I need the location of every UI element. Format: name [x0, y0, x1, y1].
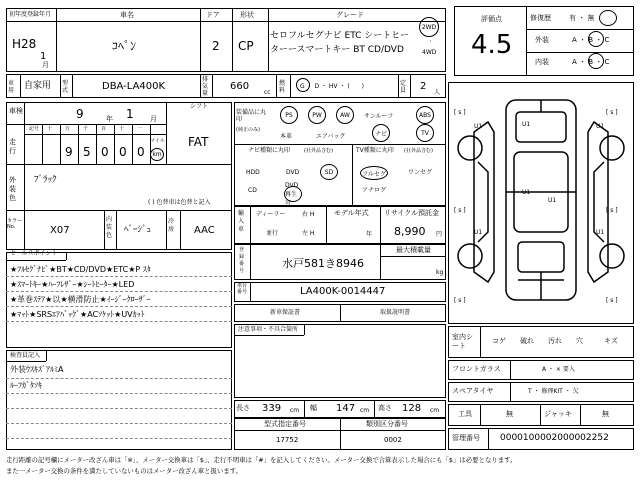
grade-line-2: ターースマートキー BT CD/DVD: [270, 45, 404, 55]
length-label: 長さ: [236, 404, 250, 412]
tv-item: アナログ: [362, 187, 387, 194]
nav-item: CD: [248, 187, 257, 194]
exterior-selected-circle: [588, 31, 604, 47]
damage-code: U1: [596, 123, 605, 130]
interior-selected-circle: [588, 53, 604, 69]
interior-color: ﾍﾞｰｼﾞｭ: [124, 225, 152, 235]
mileage-digit: 0: [137, 145, 145, 159]
ruled-line: [6, 393, 232, 394]
mileage-column-line: [114, 124, 115, 164]
interior-label: 内装: [535, 58, 549, 66]
type-value: DBA-LA400K: [102, 81, 166, 92]
svg-text:[ s ]: [ s ]: [454, 207, 466, 214]
mileage-unit-km-circle: km: [150, 148, 164, 161]
car-name-label: 車名: [120, 11, 134, 19]
ruled-line: [6, 306, 232, 307]
recycle-unit: 円: [436, 231, 443, 238]
jack-label: ジャッキ: [544, 410, 572, 418]
tv-label: TV種類に丸印: [356, 147, 394, 154]
width-label: 幅: [310, 404, 317, 412]
ac-label: 冷房: [168, 218, 175, 233]
import-parallel: 並行: [266, 230, 279, 237]
mileage-digit-header: 記号: [29, 126, 40, 132]
management-label: 管理番号: [452, 434, 480, 442]
inspector-label: 検査員記入: [10, 352, 41, 359]
length-value: 339: [262, 403, 282, 414]
notes-label: 注意事項・不具合箇所: [238, 326, 299, 333]
mileage-digit: 5: [83, 145, 91, 159]
tv-item-circled: フルセグ: [360, 166, 388, 180]
manual: 取扱説明書: [380, 309, 411, 316]
ruled-line: [6, 408, 232, 409]
height-value: 128: [402, 403, 422, 414]
inspector-line: ﾙｰﾌｶﾞﾀｿｷ: [10, 381, 42, 390]
nav-item-circled: SD: [320, 164, 338, 180]
inspection-month-unit: 月: [150, 115, 157, 123]
drive-dot: ・: [428, 39, 434, 45]
svg-text:[ s ]: [ s ]: [606, 109, 618, 116]
model-year-label: モデル年式: [334, 209, 369, 217]
equipment-label: 装備品に丸印: [236, 109, 267, 123]
ruled-line: [6, 276, 232, 277]
selling-point-line: ★ｽﾏｰﾄｷｰ★ﾊｰﾌﾚｻﾞｰ★ｼｰﾄﾋｰﾀｰ★LED: [10, 280, 135, 289]
capacity-unit: 人: [434, 89, 441, 96]
equipment-item-circled: ナビ: [372, 124, 390, 142]
nav-item-circled: DVD再生可: [284, 186, 302, 202]
use-label: 車用: [8, 80, 15, 94]
color-code-label: カラーNo.: [7, 218, 23, 230]
svg-text:[ s ]: [ s ]: [606, 207, 618, 214]
grade-label: グレード: [336, 11, 364, 19]
height-unit: cm: [430, 407, 440, 414]
shape-value: CP: [238, 39, 254, 53]
score-value: 4.5: [471, 30, 513, 60]
fuel-options: G ・ D ・ HV ・ ( ): [300, 83, 365, 90]
mileage-column-line: [60, 124, 61, 164]
inspection-year-unit: 年: [106, 115, 113, 123]
car-diagram: [448, 82, 634, 324]
svg-text:[ s ]: [ s ]: [454, 297, 466, 304]
interior-sheet-item: 汚れ: [548, 337, 562, 345]
equipment-item: 本革: [280, 133, 293, 140]
mileage-digit-header: 十: [47, 126, 53, 132]
mileage-digit-header: 一: [137, 126, 143, 132]
first-reg-month: 1: [40, 51, 47, 62]
equipment-item-circled: PW: [308, 106, 326, 124]
capacity-value: 2: [420, 81, 427, 92]
displacement-label: 排気量: [202, 76, 209, 97]
use-value: 自家用: [24, 81, 52, 91]
exterior-label: 外装: [535, 36, 549, 44]
mileage-column-line: [132, 124, 133, 164]
recycle-label: リサイクル預託金: [384, 209, 440, 217]
repair-label: 修復歴: [530, 14, 551, 22]
damage-code: U1: [596, 229, 605, 236]
ruled-line: [6, 321, 232, 322]
mileage-column-line: [96, 124, 97, 164]
grade-line-1: セロフルセグナビ ETC シートヒー: [270, 31, 409, 41]
class-label: 類別区分番号: [366, 420, 408, 428]
drive-2wd-circle: 2WD: [419, 17, 439, 37]
selling-point-line: ★ﾌﾙｾｸﾞﾅﾋﾞ★BT★CD/DVD★ETC★P ｽﾀ: [10, 265, 151, 274]
ruled-line: [6, 438, 232, 439]
ac-value: AAC: [194, 225, 215, 236]
equipment-item-circled: PS: [280, 106, 298, 124]
drive-4wd: 4WD: [422, 49, 437, 56]
mileage-digit-header: 千: [83, 126, 89, 132]
inspector-line: 外装ｳｽｷｽﾞｱﾙﾐA: [10, 365, 64, 374]
spare-tire-value: T ・ 修理KIT ・ 欠: [528, 388, 579, 395]
spare-tire-label: スペアタイヤ: [452, 387, 494, 395]
first-reg-label: 初年度登録年月: [9, 11, 52, 18]
mileage-digit: 0: [119, 145, 127, 159]
interior-sheet-item: 破れ: [520, 337, 534, 345]
ruled-line: [6, 291, 232, 292]
interior-grades: A ・ B ・ C: [572, 58, 610, 66]
interior-sheet-label: 室内シート: [452, 333, 473, 350]
exterior-grades: A ・ B ・ C: [572, 36, 610, 44]
interior-sheet-item: キズ: [604, 337, 618, 345]
tools-label: 工具: [458, 410, 472, 418]
repair-selected-circle: [599, 10, 617, 26]
equipment-sublabel: (純正のみ): [236, 127, 260, 133]
selling-point-line: ★ﾏｯﾄ★SRSｴｱﾊﾞｯｸﾞ★ACｿｹｯﾄ★UVｶｯﾄ: [10, 310, 145, 319]
doors-label: ドア: [206, 11, 220, 19]
chassis-value: LA400K-0014447: [300, 286, 386, 297]
mileage-column-line: [78, 124, 79, 164]
length-unit: cm: [290, 407, 300, 414]
mileage-label: 走行: [9, 138, 16, 155]
equipment-item-circled: ABS: [416, 106, 434, 124]
interior-color-label: 内装色: [106, 216, 113, 239]
equipment-item: エアバック: [316, 133, 346, 140]
class-value: 0002: [384, 436, 402, 444]
jack-value: 無: [602, 410, 609, 418]
mileage-unit-mile: マイル: [150, 138, 165, 144]
svg-text:[ s ]: [ s ]: [454, 109, 466, 116]
mileage-digit: 0: [101, 145, 109, 159]
selling-point-line: ★革巻ｽﾃｱ★以★横滑防止★ｲｰｼﾞｰｸﾛｰｻﾞｰ: [10, 295, 151, 304]
recycle-value: 8,990: [394, 225, 426, 238]
tv-item: ワンセグ: [408, 169, 433, 176]
damage-code: U1: [522, 189, 531, 196]
equipment-item-circled: AW: [336, 106, 354, 124]
nav-label: ナビ種類に丸印: [248, 147, 291, 154]
mileage-column-line: [24, 124, 25, 164]
ruled-line: [6, 423, 232, 424]
ruled-line: [6, 378, 232, 379]
capacity-label: 定員: [400, 80, 407, 94]
nav-item: HDD: [246, 169, 260, 176]
mileage-digit-header: 万: [65, 126, 71, 132]
shift-value: FAT: [188, 135, 209, 149]
plate-value: 水戸581き8946: [282, 257, 364, 270]
doors-value: 2: [212, 39, 220, 53]
equipment-item-circled: TV: [416, 124, 434, 142]
fuel-label: 燃料: [279, 80, 286, 94]
plate-label: 登録番号: [239, 247, 245, 274]
designation-label: 型式指定番号: [264, 420, 306, 428]
damage-code: U1: [474, 123, 483, 130]
nav-item: DVD: [286, 169, 300, 176]
import-left: 左 H: [302, 230, 315, 237]
color-note: ( ) 色替車は色替と記入: [148, 199, 211, 206]
height-label: 高さ: [378, 404, 392, 412]
inspection-month: 1: [126, 107, 134, 121]
tools-value: 無: [506, 410, 513, 418]
displacement-unit: cc: [264, 89, 271, 96]
damage-code: U1: [522, 121, 531, 128]
car-name: ｺﾍﾟﾝ: [112, 39, 137, 53]
shape-label: 形状: [240, 11, 254, 19]
import-right: 右 H: [302, 211, 315, 218]
new-car-warranty: 新車保証書: [270, 309, 301, 316]
mileage-digit-header: 十: [119, 126, 125, 132]
designation-value: 17752: [276, 436, 299, 444]
windshield-label: フロントガラス: [452, 365, 501, 373]
color-code: X07: [50, 225, 70, 236]
fuel-selected-circle: [296, 78, 310, 92]
chassis-label: 車台番号: [237, 283, 248, 295]
repair-options: 有 ・ 無: [569, 14, 595, 22]
first-reg-era: H28: [12, 37, 37, 51]
equipment-item: サンルーフ: [364, 113, 394, 120]
damage-code: U1: [548, 197, 557, 204]
svg-text:[ s ]: [ s ]: [606, 297, 618, 304]
management-value: 0000100002000002252: [500, 433, 609, 443]
windshield-value: A ・ × 要入: [542, 366, 575, 373]
color-value: ﾌﾞﾗｯｸ: [34, 175, 57, 185]
max-load-label: 最大積載量: [396, 246, 431, 254]
nav-sublabel: (社外品含む): [304, 148, 333, 154]
score-label: 評価点: [481, 15, 502, 23]
interior-sheet-item: コゲ: [492, 337, 506, 345]
interior-sheet-item: 穴: [576, 337, 583, 345]
import-dealer: ディーラー: [256, 211, 286, 218]
displacement-value: 660: [230, 81, 250, 92]
import-label: 輸入車: [238, 210, 245, 233]
damage-code: U1: [474, 229, 483, 236]
mileage-column-line: [42, 124, 43, 164]
mileage-digit: 9: [65, 145, 73, 159]
mileage-digit-header: 百: [101, 126, 107, 132]
color-label: 外装色: [9, 176, 16, 202]
max-load-unit: kg: [436, 269, 444, 276]
inspection-label: 車検: [9, 107, 23, 115]
tv-sublabel: (社外品含む): [404, 148, 433, 154]
inspection-year: 9: [76, 107, 84, 121]
selling-points-label: セールスポイント: [10, 250, 58, 257]
width-value: 147: [336, 403, 356, 414]
shift-label: シフト: [190, 103, 209, 110]
footer-note-1: 走行距離の記号欄にメーター改ざん車は「※」、メーター交換車は「$」、走行不明車は「#」を記入してください。メーター交換で合算表示した場合にも「$」は必要となります。: [6, 456, 517, 464]
model-year-unit: 年: [366, 231, 373, 238]
footer-note-2: また一メーター交換の条件を満たしていないものはメーター改ざん車と扱います。: [6, 467, 242, 475]
width-unit: cm: [360, 407, 370, 414]
type-label: 型式: [62, 80, 69, 94]
first-reg-month-unit: 月: [42, 61, 49, 69]
